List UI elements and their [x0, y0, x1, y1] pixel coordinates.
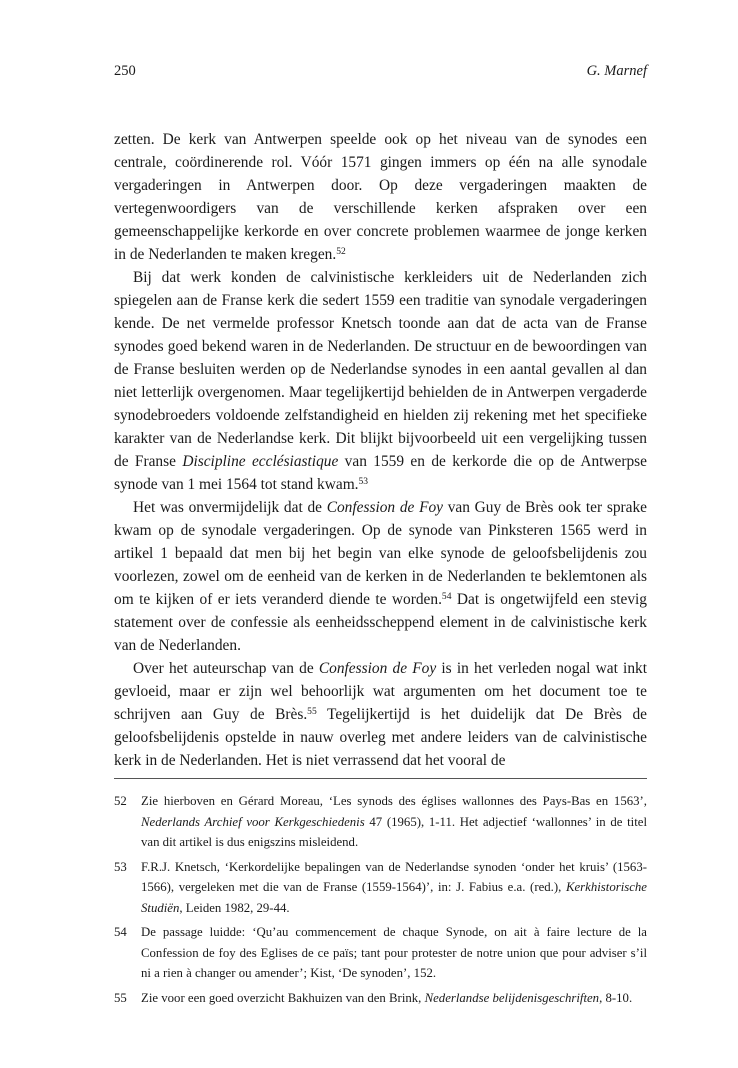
footnote-text: F.R.J. Knetsch, ‘Kerkordelijke bepalingen van de Nederlandse synoden ‘onder het kruis’ (1563-1566), vergeleken met die van de Franse (1559-1564)’, in: J. Fabius e.a. (red.), Kerkhistorische Studiën, Leiden 1982, 29-44.: [141, 859, 647, 915]
footnote-number: 53: [114, 859, 127, 874]
paragraph-2: Bij dat werk konden de calvinistische kerkleiders uit de Nederlanden zich spiegelen aan de Franse kerk die sedert 1559 een traditie van synodale vergaderingen kende. De net vermelde professor Knetsch toonde aan dat de acta van de Franse synodes goed bekend waren in de Nederlanden. De structuur en de bewoordingen van de Franse besluiten werden op de Nederlandse synodes in een aantal gevallen al dan niet letterlijk overgenomen. Maar tegelijkertijd behielden de in Antwerpen vergaderde synodebroeders voldoende zelfstandigheid en hielden zij rekening met het specifieke karakter van de Nederlandse kerk. Dit blijkt bijvoorbeeld uit een vergelijking tussen de Franse Discipline ecclésiastique van 1559 en de kerkorde die op de Antwerpse synode van 1 mei 1564 tot stand kwam.$^{53}$: [114, 269, 647, 493]
footnote-ref-53[interactable]: 53: [358, 475, 369, 487]
paragraph-1: zetten. De kerk van Antwerpen speelde ook op het niveau van de synodes een centrale, coördinerende rol. Vóór 1571 gingen immers op één na alle synodale vergaderingen in Antwerpen door. Op deze vergaderingen maakten de vertegenwoordigers van de verschillende kerken afspraken over een gemeenschappelijke kerkorde en over concrete problemen waarmee de jonge kerken in de Nederlanden te maken kregen.$^{52}$: [114, 131, 647, 263]
italic-title: Discipline ecclésiastique: [182, 453, 339, 470]
page-number: 250: [114, 63, 136, 79]
running-head: [114, 63, 647, 80]
footnote-text: De passage luidde: ‘Qu’au commencement de chaque Synode, on ait à faire lecture de la Confession de foy des Eglises de ce païs; tant pour protester de notre union que pour adviser s’il ni a rien à changer ou amender’; Kist, ‘De synoden’, 152.: [141, 925, 647, 980]
footnote-52: [114, 791, 647, 853]
footnote-ref-52[interactable]: 52: [336, 245, 346, 257]
paragraph-3: Het was onvermijdelijk dat de Confession de Foy van Guy de Brès ook ter sprake kwam op de synodale vergaderingen. Op de synode van Pinksteren 1565 werd in artikel 1 bepaald dat men bij het begin van elke synode de geloofsbelijdenis zou voorlezen, zowel om de eenheid van de kerken in de Nederlanden te beklemtonen als om te kijken of er iets veranderd diende te worden.$^{54}$ Dat is ongetwijfeld een stevig statement over de confessie als eenheidsscheppend element in de calvinistische kerk van de Nederlanden.: [114, 499, 648, 654]
footnote-number: 54: [114, 925, 127, 939]
italic-title: Confession de Foy: [318, 660, 437, 677]
paragraph-4: Over het auteurschap van de Confession de Foy is in het verleden nogal wat inkt gevloeid, maar er zijn wel behoorlijk wat argumenten om het document toe te schrijven aan Guy de Brès.$^{55}$ Tegelijkertijd is het duidelijk dat De Brès de geloofsbelijdenis opstelde in nauw overleg met andere leiders van de calvinistische kerk in de Nederlanden. Het is niet verrassend dat het vooral de: [114, 660, 647, 769]
footnote-ref-55[interactable]: 55: [307, 705, 317, 717]
italic-title: Confession de Foy: [326, 499, 444, 516]
footnote-number: 55: [114, 990, 127, 1005]
footnote-53: [114, 857, 647, 919]
footnote-number: 52: [114, 794, 127, 808]
footnote-55: [114, 988, 647, 1009]
footnote-ref-54[interactable]: 54: [441, 590, 452, 602]
footnote-54: [114, 922, 647, 984]
footnote-text: Zie voor een goed overzicht Bakhuizen van den Brink, Nederlandse belijdenisgeschriften, 8-10.: [141, 990, 633, 1005]
footnote-divider: [114, 778, 647, 779]
footnotes: [114, 791, 647, 1012]
body-text: [114, 128, 647, 772]
footnote-text: Zie hierboven en Gérard Moreau, ‘Les synods des églises wallonnes des Pays-Bas en 1563’, Nederlands Archief voor Kerkgeschiedenis 47 (1965), 1-11. Het adjectief ‘wallonnes’ in de titel van dit artikel is dus enigszins misleidend.: [141, 794, 647, 849]
running-head-author: G. Marnef: [586, 63, 647, 79]
